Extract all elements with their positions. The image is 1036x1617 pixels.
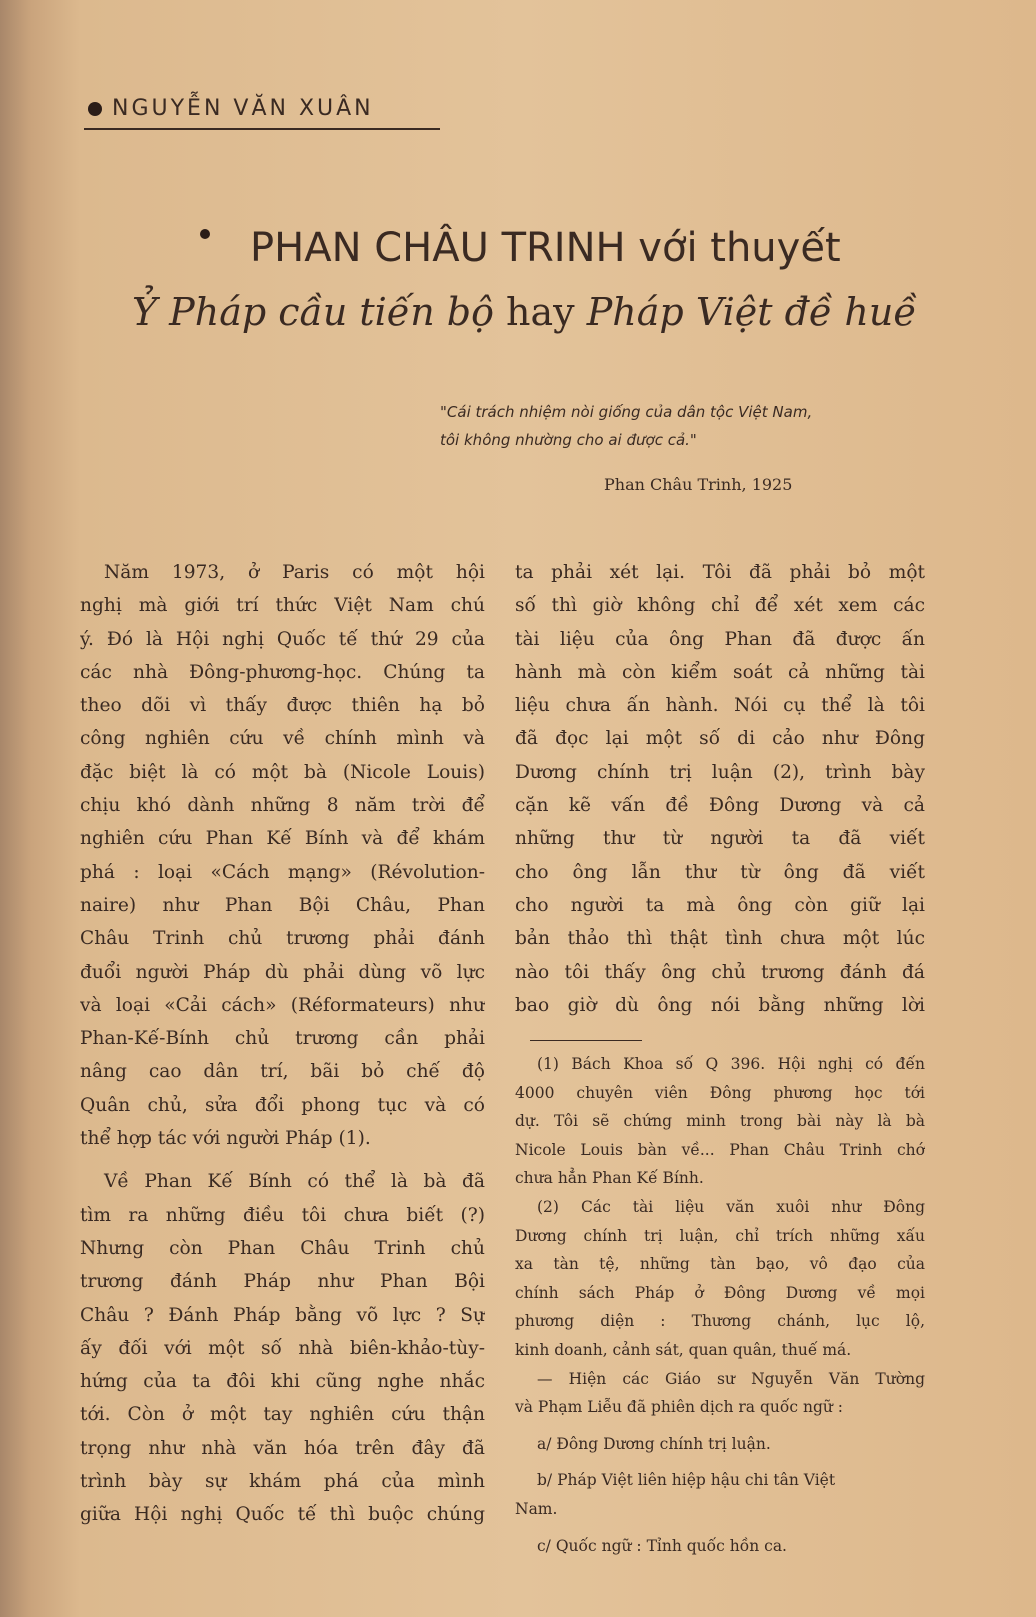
epigraph-attribution: Phan Châu Trinh, 1925 [604, 475, 793, 494]
footnote-2-line: phương diện : Thương chánh, lục lộ, [515, 1312, 925, 1331]
bullet-icon [88, 102, 102, 116]
footnote-1-line: 4000 chuyên viên Đông phương học tới [515, 1083, 925, 1102]
text-line: Dương chính trị luận (2), trình bày [515, 761, 925, 783]
epigraph-line: "Cái trách nhiệm nòi giống của dân tộc Việt Nam, [440, 403, 813, 421]
text-line: đuổi người Pháp dù phải dùng võ lực [80, 961, 485, 983]
author-underline [84, 128, 440, 130]
text-line: trương đánh Pháp như Phan Bội [80, 1271, 485, 1293]
text-line: trình bày sự khám phá của mình [80, 1471, 485, 1493]
title-part-c: Pháp Việt đề huề [586, 290, 917, 334]
text-line: Năm 1973, ở Paris có một hội [104, 562, 485, 583]
footnote-2-line: (2) Các tài liệu văn xuôi như Đông [537, 1197, 925, 1216]
text-line: liệu chưa ấn hành. Nói cụ thể là tôi [515, 695, 925, 717]
title-part-b: hay [493, 290, 587, 334]
text-line: Về Phan Kế Bính có thể là bà đã [104, 1171, 485, 1193]
footnote-list-item: c/ Quốc ngữ : Tỉnh quốc hồn ca. [537, 1536, 787, 1555]
text-line: và loại «Cải cách» (Réformateurs) như [80, 994, 485, 1016]
text-line: ấy đối với một số nhà biên-khảo-tùy- [80, 1337, 485, 1359]
footnote-2-line: Dương chính trị luận, chỉ trích những xấu [515, 1226, 925, 1245]
footnote-2-line: chính sách Pháp ở Đông Dương về mọi [515, 1283, 925, 1302]
title-text-1: PHAN CHÂU TRINH với thuyết [250, 225, 841, 271]
bullet-icon [200, 229, 210, 239]
footnote-1-line: (1) Bách Khoa số Q 396. Hội nghị có đến [537, 1055, 925, 1073]
text-line: Châu Trinh chủ trương phải đánh [80, 928, 485, 950]
text-line: Quân chủ, sửa đổi phong tục và có [80, 1094, 485, 1116]
text-line: naire) như Phan Bội Châu, Phan [80, 894, 485, 916]
text-line: phá : loại «Cách mạng» (Révolution- [80, 861, 485, 883]
text-line: giữa Hội nghị Quốc tế thì buộc chúng [80, 1504, 485, 1526]
text-line: nghị mà giới trí thức Việt Nam chú [80, 595, 485, 617]
text-line: tìm ra những điều tôi chưa biết (?) [80, 1204, 485, 1226]
epigraph [440, 398, 960, 454]
text-line: tới. Còn ở một tay nghiên cứu thận [80, 1404, 485, 1426]
paragraph-2 [80, 1165, 485, 1531]
footnote-divider [530, 1040, 642, 1041]
footnote-1-line: dự. Tôi sẽ chứng minh trong bài này là bà [515, 1112, 925, 1131]
text-line: ý. Đó là Hội nghị Quốc tế thứ 29 của [80, 628, 485, 650]
footnote-list-item: Nam. [515, 1499, 558, 1518]
text-line: hứng của ta đôi khi cũng nghe nhắc [80, 1371, 485, 1393]
text-line: Châu ? Đánh Pháp bằng võ lực ? Sự [80, 1304, 485, 1326]
text-line: thể hợp tác với người Pháp (1). [80, 1128, 371, 1150]
text-line: trọng như nhà văn hóa trên đây đã [80, 1437, 485, 1459]
text-line: theo dõi vì thấy được thiên hạ bỏ [80, 695, 485, 717]
text-line: các nhà Đông-phương-học. Chúng ta [80, 661, 485, 683]
text-line: tài liệu của ông Phan đã được ấn [515, 628, 925, 650]
text-line: bản thảo thì thật tình chưa một lúc [515, 928, 925, 950]
text-line: nâng cao dân trí, bãi bỏ chế độ [80, 1061, 485, 1083]
epigraph-line: tôi không nhường cho ai được cả." [440, 431, 697, 449]
text-line: cho ông lẫn thư từ ông đã viết [515, 861, 925, 883]
right-column [515, 556, 925, 1022]
text-line: nào tôi thấy ông chủ trương đánh đá [515, 961, 925, 983]
left-column [80, 556, 485, 1532]
author-heading [88, 96, 374, 121]
text-line: đã đọc lại một số di cảo như Đông [515, 728, 925, 750]
text-line: bao giờ dù ông nói bằng những lời [515, 994, 925, 1016]
footnote-1-line: Nicole Louis bàn về... Phan Châu Trinh chớ [515, 1140, 925, 1159]
text-line: chịu khó dành những 8 năm trời để [80, 795, 485, 817]
text-line: hành mà còn kiểm soát cả những tài [515, 661, 925, 683]
text-line: những thư từ người ta đã viết [515, 828, 925, 850]
paragraph-1 [80, 556, 485, 1155]
footnote-list-item: b/ Pháp Việt liên hiệp hậu chi tân Việt [537, 1471, 836, 1490]
text-line: đặc biệt là có một bà (Nicole Louis) [80, 761, 485, 783]
text-line: Phan-Kế-Bính chủ trương cần phải [80, 1028, 485, 1050]
text-line: cho người ta mà ông còn giữ lại [515, 894, 925, 916]
title-part-a: Ỷ Pháp cầu tiến bộ [132, 290, 494, 334]
text-line: nghiên cứu Phan Kế Bính và để khám [80, 828, 485, 850]
footnote-3-line: và Phạm Liễu đã phiên dịch ra quốc ngữ : [515, 1398, 844, 1417]
footnote-2-line: kinh doanh, cảnh sát, quan quân, thuế má. [515, 1340, 852, 1359]
text-line: Nhưng còn Phan Châu Trinh chủ [80, 1237, 485, 1259]
footnote-3-line: — Hiện các Giáo sư Nguyễn Văn Tường [537, 1369, 925, 1388]
paragraph-continued [515, 556, 925, 1022]
footnote-2-line: xa tàn tệ, những tàn bạo, vô đạo của [515, 1255, 925, 1274]
text-line: số thì giờ không chỉ để xét xem các [515, 595, 925, 617]
text-line: ta phải xét lại. Tôi đã phải bỏ một [515, 562, 925, 583]
author-name: NGUYỄN VĂN XUÂN [112, 96, 374, 121]
article-title-line1 [200, 225, 960, 271]
footnote-list-item: a/ Đông Dương chính trị luận. [537, 1434, 771, 1453]
footnotes [515, 1050, 925, 1560]
text-line: cặn kẽ vấn đề Đông Dương và cả [515, 795, 925, 817]
text-line: công nghiên cứu về chính mình và [80, 728, 485, 750]
article-title-line2 [132, 290, 952, 334]
footnote-1-line: chưa hẳn Phan Kế Bính. [515, 1169, 704, 1188]
